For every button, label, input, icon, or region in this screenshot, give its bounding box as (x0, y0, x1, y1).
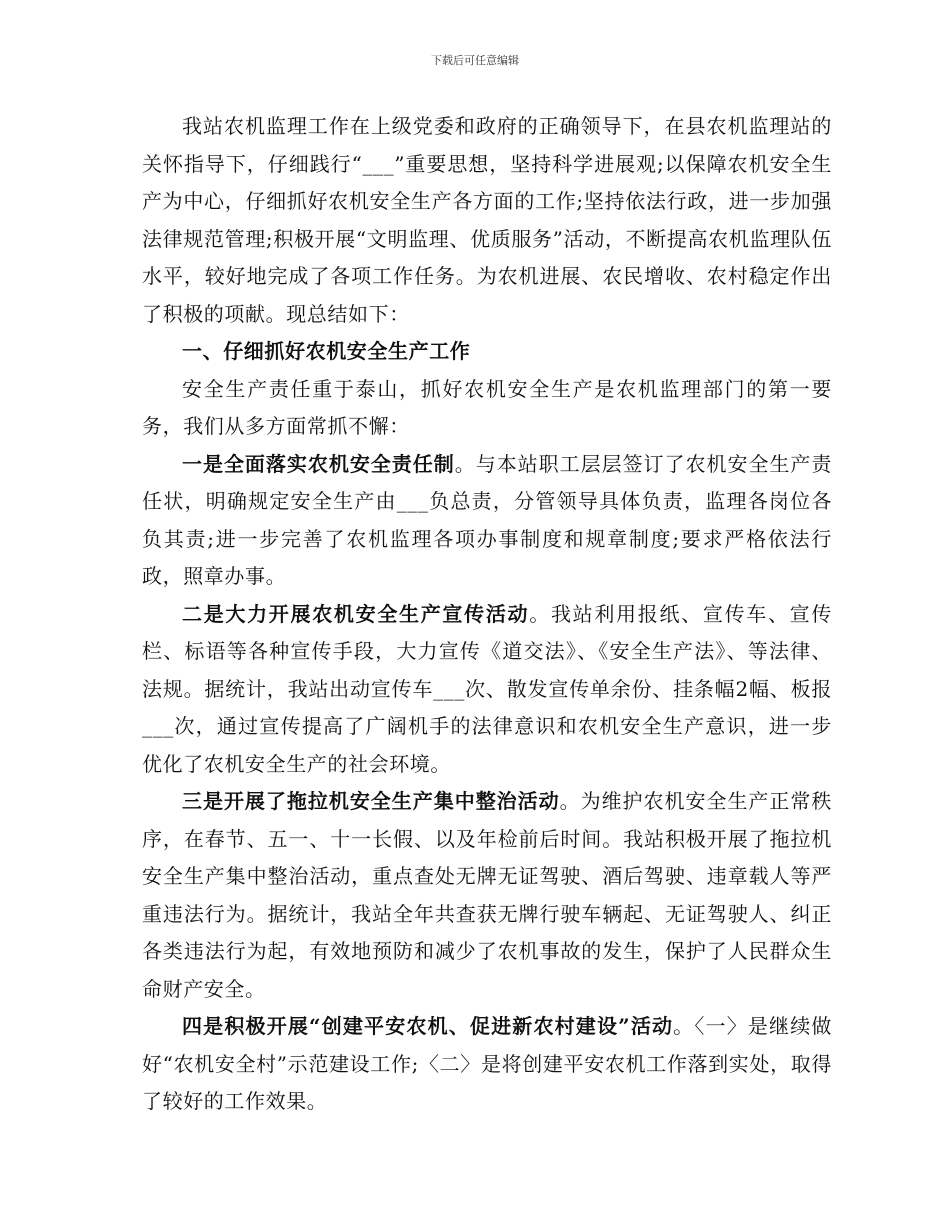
item-paragraph-2 (142, 596, 832, 784)
item-lead-4: 四是积极开展“创建平安农机、促进新农村建设”活动 (182, 1014, 674, 1038)
item-lead-1: 一是全面落实农机安全责任制 (182, 451, 455, 476)
intro-paragraph: 我站农机监理工作在上级党委和政府的正确领导下，在县农机监理站的关怀指导下，仔细践行“___”重要思想，坚持科学进展观;以保障农机安全生产为中心，仔细抓好农机安全生产各方面的工作;坚持依法行政，进一步加强法律规范管理;积极开展“文明监理、优质服务”活动，不断提高农机监理队伍水平，较好地完成了各项工作任务。为农机进展、农民增收、农村稳定作出了积极的项献。现总结如下： (142, 114, 832, 326)
item-lead-3: 三是开展了拖拉机安全生产集中整治活动 (182, 789, 560, 813)
item-paragraph-1 (142, 446, 832, 596)
item-text-2: 。我站利用报纸、宣传车、宣传栏、标语等各种宣传手段，大力宣传《道交法》、《安全生产法》、等法律、法规。据统计，我站出动宣传车___次、散发宣传单余份、挂条幅2幅、板报___次，通过宣传提高了广阔机手的法律意识和农机安全生产意识，进一步优化了农机安全生产的社会环境。 (142, 601, 832, 776)
section-heading: 一、仔细抓好农机安全生产工作 (182, 339, 471, 363)
item-text-1: 。与本站职工层层签订了农机安全生产责任状，明确规定安全生产由___负总责，分管领导具体负责，监理各岗位各负其责;进一步完善了农机监理各项办事制度和规章制度;要求严格依法行政，照章办事。 (142, 451, 832, 588)
document-body (142, 108, 832, 1121)
item-text-3: 。为维护农机安全生产正常秩序，在春节、五一、十一长假、以及年检前后时间。我站积极开展了拖拉机安全生产集中整治活动，重点查处无牌无证驾驶、酒后驾驶、违章载人等严重违法行为。据统计，我站全年共查获无牌行驶车辆起、无证驾驶人、纠正各类违法行为起，有效地预防和减少了农机事故的发生，保护了人民群众生命财产安全。 (142, 789, 832, 1001)
item-paragraph-4 (142, 1008, 832, 1121)
page-header-note: 下载后可任意编辑 (431, 54, 519, 67)
item-text-4: 。〈一〉是继续做好“农机安全村”示范建设工作;〈二〉是将创建平安农机工作落到实处，取得了较好的工作效果。 (142, 1014, 832, 1113)
item-lead-2: 二是大力开展农机安全生产宣传活动 (182, 601, 530, 626)
section-intro-paragraph: 安全生产责任重于泰山，抓好农机安全生产是农机监理部门的第一要务，我们从多方面常抓不懈： (142, 376, 832, 438)
item-paragraph-3 (142, 783, 832, 1008)
